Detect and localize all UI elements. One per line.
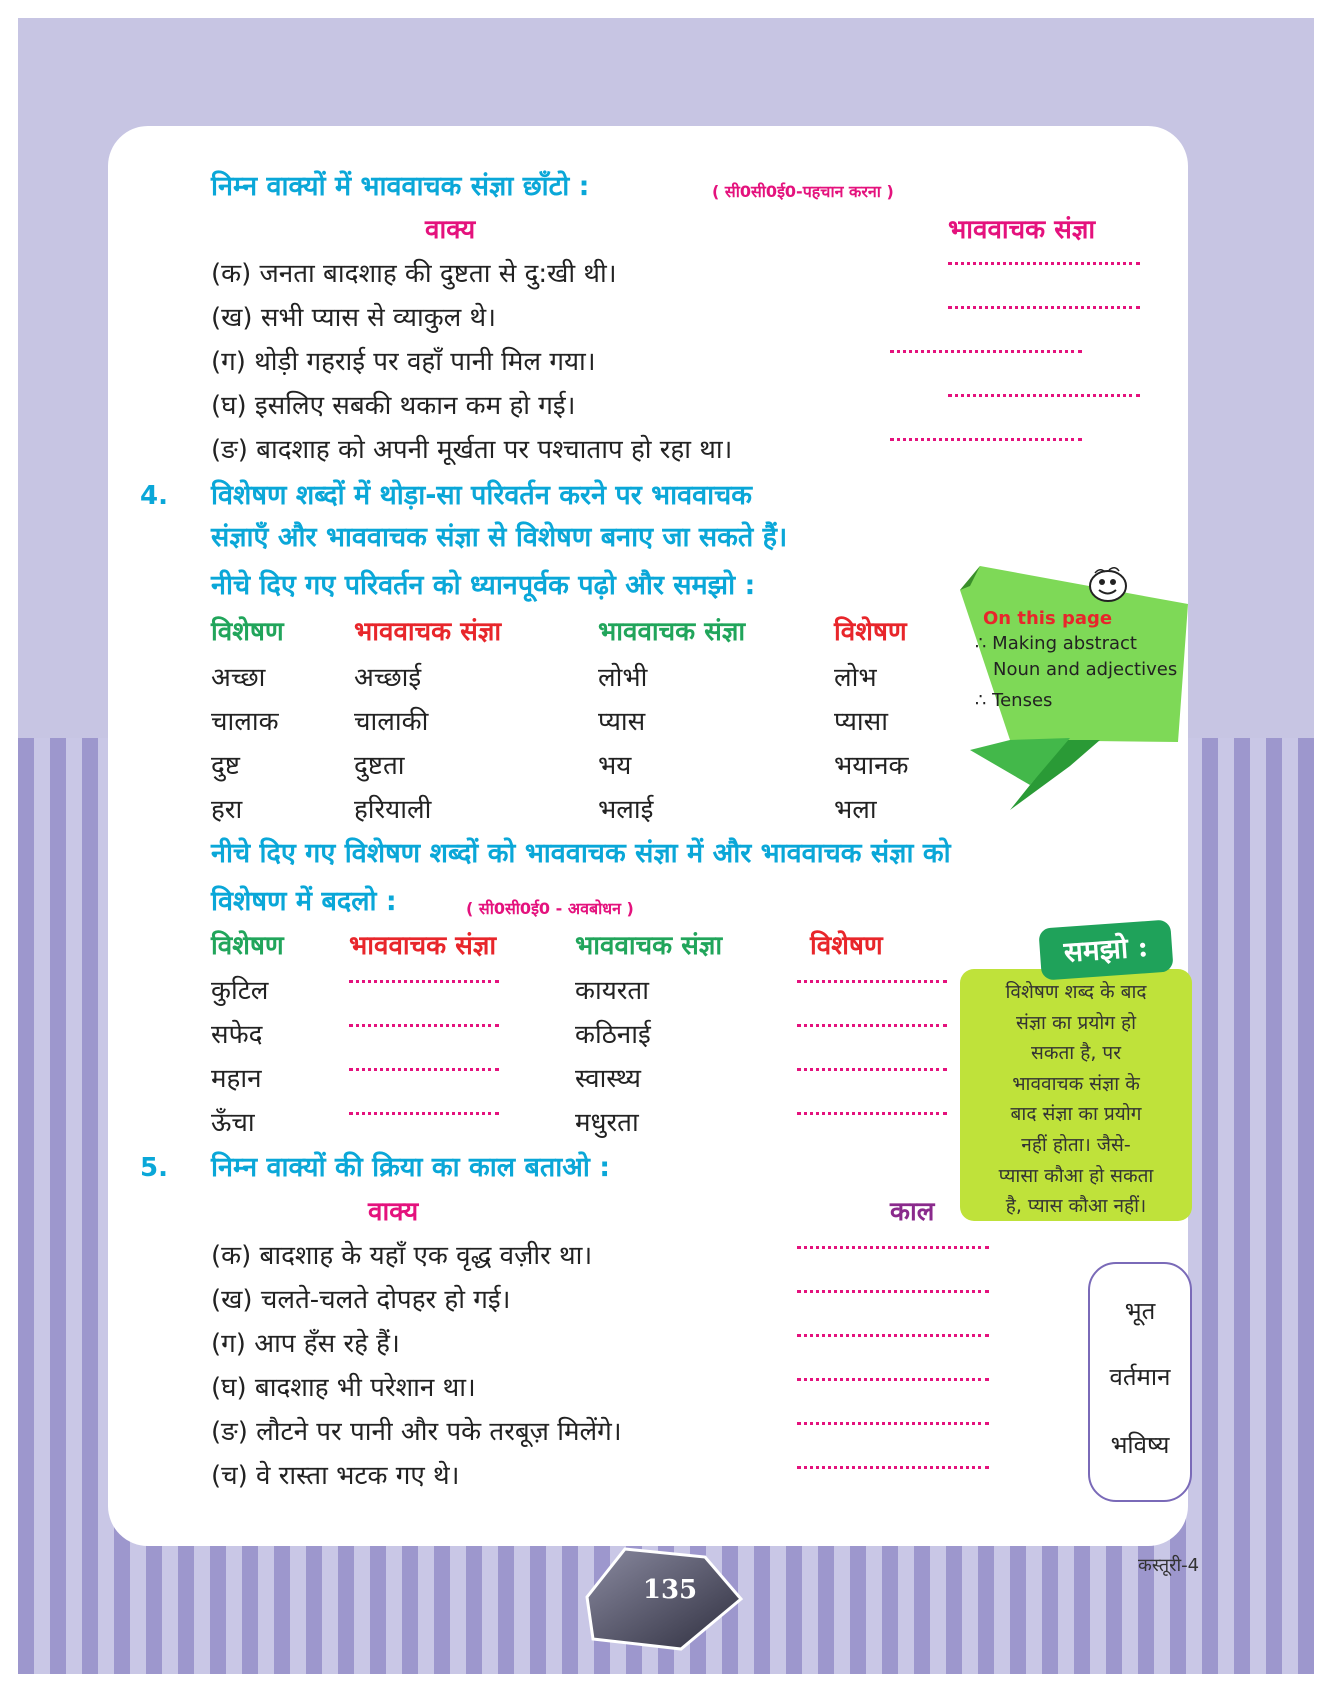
table-cell: अच्छा xyxy=(211,663,266,693)
table-cell: हरा xyxy=(211,795,243,825)
note-line: विशेषण शब्द के बाद xyxy=(1005,981,1147,1003)
note-title: समझो : xyxy=(1038,919,1173,980)
column-header-sentence: वाक्य xyxy=(425,215,476,245)
note-line: भाववाचक संज्ञा के xyxy=(1012,1072,1140,1095)
answer-blank[interactable] xyxy=(797,1334,989,1337)
table-cell: भलाई xyxy=(598,795,654,825)
table-cell: चालाकी xyxy=(354,707,429,737)
sentence-item: (ख) चलते-चलते दोपहर हो गई। xyxy=(211,1285,511,1315)
exercise-word: ऊँचा xyxy=(211,1108,255,1138)
note-line: बाद संज्ञा का प्रयोग xyxy=(1010,1103,1142,1126)
table-cell: भय xyxy=(598,751,632,781)
table-cell: अच्छाई xyxy=(354,663,422,693)
column-header-answer: भाववाचक संज्ञा xyxy=(948,215,1096,245)
answer-blank[interactable] xyxy=(349,1068,499,1071)
answer-blank[interactable] xyxy=(797,1068,947,1071)
note-line: सकता है, पर xyxy=(1031,1042,1121,1065)
table-header: विशेषण xyxy=(834,617,907,647)
sentence-item: (ख) सभी प्यास से व्याकुल थे। xyxy=(211,303,497,333)
exercise-word: महान xyxy=(211,1064,262,1094)
ribbon-item: ∴ Making abstract xyxy=(975,633,1137,654)
table-cell: दुष्टता xyxy=(354,751,405,781)
table-cell: चालाक xyxy=(211,707,279,737)
table-header: विशेषण xyxy=(211,617,284,647)
exercise-word: मधुरता xyxy=(575,1108,639,1138)
table-cell: भयानक xyxy=(834,751,909,781)
answer-blank[interactable] xyxy=(349,1112,499,1115)
exercise-header: भाववाचक संज्ञा xyxy=(349,931,497,961)
sentence-item: (घ) बादशाह भी परेशान था। xyxy=(211,1373,476,1403)
q4-text-line2: संज्ञाएँ और भाववाचक संज्ञा से विशेषण बनाए जा सकते हैं। xyxy=(211,522,788,553)
answer-blank[interactable] xyxy=(797,1290,989,1293)
answer-blank[interactable] xyxy=(797,1246,989,1249)
ribbon-item: ∴ Tenses xyxy=(975,690,1053,711)
q4-text-line1: विशेषण शब्दों में थोड़ा-सा परिवर्तन करने पर भाववाचक xyxy=(211,480,753,511)
tense-option: भूत xyxy=(1124,1297,1156,1325)
answer-blank[interactable] xyxy=(948,306,1140,309)
question-number: 4. xyxy=(140,481,168,511)
question-number: 5. xyxy=(140,1153,168,1183)
table-header: भाववाचक संज्ञा xyxy=(354,617,502,647)
column-header-tense: काल xyxy=(890,1197,935,1227)
answer-blank[interactable] xyxy=(797,1378,989,1381)
answer-blank[interactable] xyxy=(797,1466,989,1469)
sentence-item: (ङ) लौटने पर पानी और पके तरबूज़ मिलेंगे। xyxy=(211,1417,622,1447)
note-line: प्यासा कौआ हो सकता xyxy=(998,1164,1154,1187)
table-cell: प्यास xyxy=(598,707,646,737)
column-header-sentence: वाक्य xyxy=(368,1197,419,1227)
sentence-item: (ङ) बादशाह को अपनी मूर्खता पर पश्चाताप हो रहा था। xyxy=(211,435,733,465)
answer-blank[interactable] xyxy=(797,1112,947,1115)
abstract-noun-heading: निम्न वाक्यों में भाववाचक संज्ञा छाँटो : xyxy=(211,171,590,202)
exercise-header: विशेषण xyxy=(211,931,284,961)
answer-blank[interactable] xyxy=(797,980,947,983)
table-cell: लोभी xyxy=(598,663,648,693)
exercise-header: भाववाचक संज्ञा xyxy=(575,931,723,961)
skill-tag: ( सी0सी0ई0-पहचान करना ) xyxy=(712,182,894,201)
exercise-word: कुटिल xyxy=(211,976,269,1006)
exercise-header: विशेषण xyxy=(810,931,883,961)
exercise-word: सफेद xyxy=(211,1020,263,1050)
ribbon-title: On this page xyxy=(983,608,1113,629)
table-cell: प्यासा xyxy=(834,707,888,737)
table-cell: भला xyxy=(834,795,877,825)
q5-heading: निम्न वाक्यों की क्रिया का काल बताओ : xyxy=(211,1152,611,1183)
answer-blank[interactable] xyxy=(948,262,1140,265)
q4-instruction-line2: विशेषण में बदलो : xyxy=(211,886,397,917)
answer-blank[interactable] xyxy=(349,980,499,983)
tense-option: वर्तमान xyxy=(1109,1363,1171,1391)
page-number: 135 xyxy=(642,1575,698,1605)
sentence-item: (घ) इसलिए सबकी थकान कम हो गई। xyxy=(211,391,576,421)
note-text xyxy=(972,977,1180,1222)
answer-blank[interactable] xyxy=(797,1024,947,1027)
exercise-word: स्वास्थ्य xyxy=(575,1064,642,1094)
answer-blank[interactable] xyxy=(349,1024,499,1027)
table-cell: हरियाली xyxy=(354,795,432,825)
sentence-item: (ग) आप हँस रहे हैं। xyxy=(211,1329,400,1359)
exercise-word: कठिनाई xyxy=(575,1020,651,1050)
q4-text-line3: नीचे दिए गए परिवर्तन को ध्यानपूर्वक पढ़ो और समझो : xyxy=(211,570,756,601)
answer-blank[interactable] xyxy=(948,394,1140,397)
sentence-item: (क) बादशाह के यहाँ एक वृद्ध वज़ीर था। xyxy=(211,1241,593,1271)
exercise-word: कायरता xyxy=(575,976,649,1006)
answer-blank[interactable] xyxy=(797,1422,989,1425)
tense-option: भविष्य xyxy=(1110,1431,1170,1459)
ribbon-item: Noun and adjectives xyxy=(993,659,1178,680)
sentence-item: (च) वे रास्ता भटक गए थे। xyxy=(211,1461,460,1491)
smiley-face-icon xyxy=(1085,565,1131,605)
table-cell: दुष्ट xyxy=(211,751,240,781)
note-line: नहीं होता। जैसे- xyxy=(1021,1133,1131,1156)
skill-tag: ( सी0सी0ई0 - अवबोधन ) xyxy=(466,899,634,918)
note-line: है, प्यास कौआ नहीं। xyxy=(1005,1195,1147,1218)
note-line: संज्ञा का प्रयोग हो xyxy=(1015,1011,1137,1034)
q4-instruction-line1: नीचे दिए गए विशेषण शब्दों को भाववाचक संज्ञा में और भाववाचक संज्ञा को xyxy=(211,838,951,869)
answer-blank[interactable] xyxy=(890,438,1082,441)
sentence-item: (क) जनता बादशाह की दुष्टता से दु:खी थी। xyxy=(211,259,617,289)
answer-blank[interactable] xyxy=(890,350,1082,353)
ribbon-content xyxy=(975,607,1185,719)
sentence-item: (ग) थोड़ी गहराई पर वहाँ पानी मिल गया। xyxy=(211,347,596,377)
table-header: भाववाचक संज्ञा xyxy=(598,617,746,647)
table-cell: लोभ xyxy=(834,663,877,693)
book-footer: कस्तूरी-4 xyxy=(1138,1555,1200,1576)
